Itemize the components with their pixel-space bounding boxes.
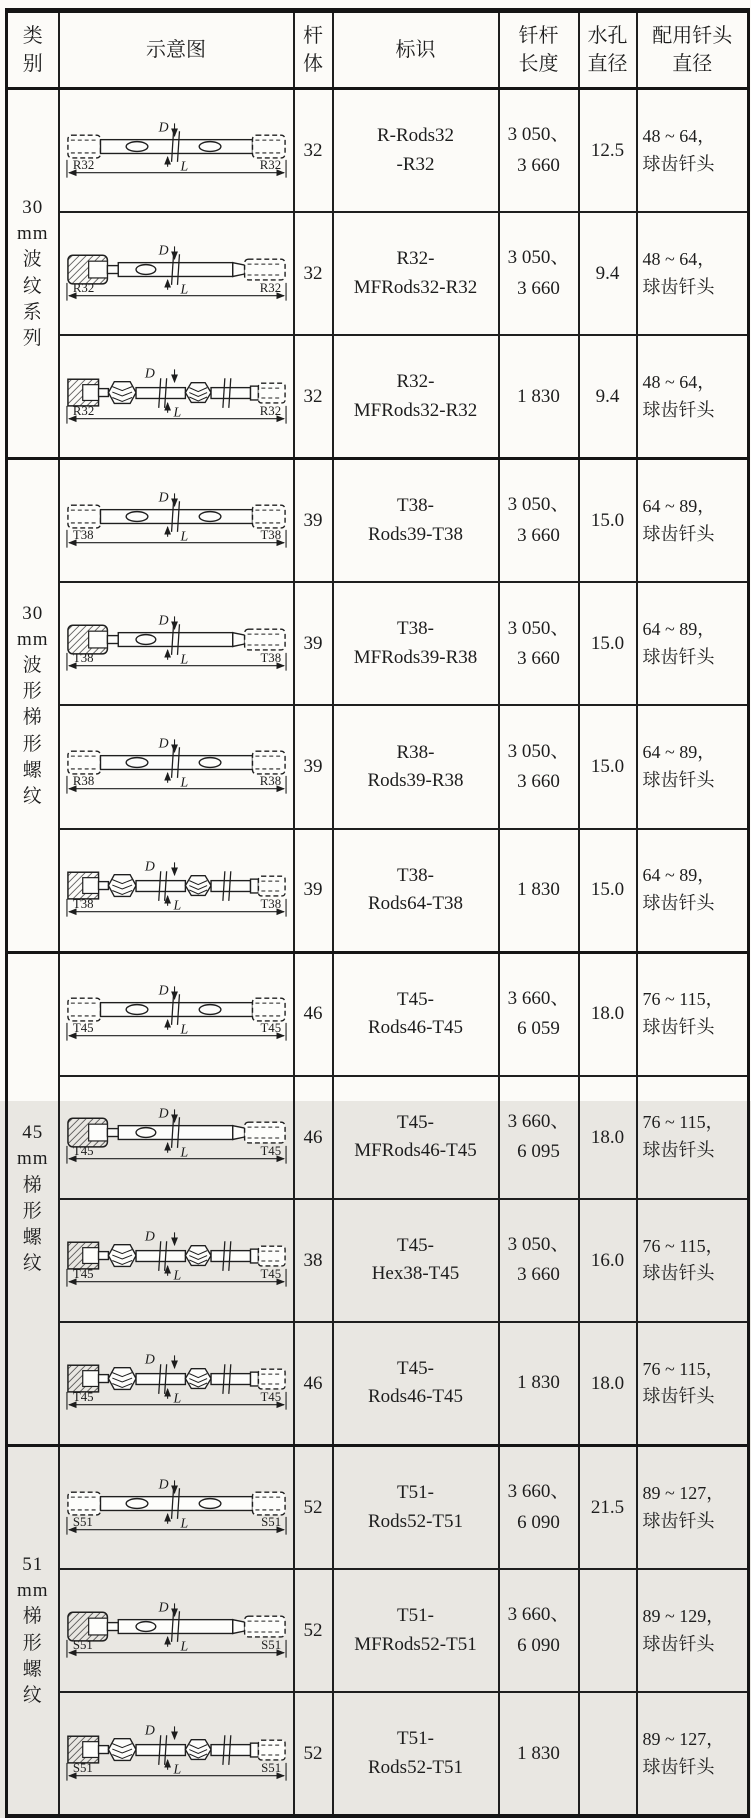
dim-d-label: D	[158, 612, 169, 628]
dim-d-label: D	[158, 1599, 169, 1614]
water-hole-cell: 18.0	[579, 1322, 637, 1446]
rod-body-cell: 39	[294, 705, 333, 828]
bit-diameter-cell: 76 ~ 115， 球齿钎头	[637, 1322, 749, 1446]
bit-diameter-cell: 48 ~ 64， 球齿钎头	[637, 89, 749, 213]
rod-body-cell: 52	[294, 1692, 333, 1816]
rod-body-cell: 32	[294, 335, 333, 459]
diagram-cell	[59, 705, 294, 828]
rod-end-label-left: S51	[72, 1514, 93, 1529]
rod-end-label-right: T45	[259, 1390, 281, 1405]
dim-l-label: L	[179, 1515, 188, 1531]
rod-body-cell: 39	[294, 829, 333, 953]
rod-body-cell: 32	[294, 212, 333, 335]
marking-cell: T45- MFRods46-T45	[333, 1076, 499, 1199]
water-hole-cell: 15.0	[579, 829, 637, 953]
diagram-cell	[59, 1446, 294, 1570]
marking-cell: T38- Rods64-T38	[333, 829, 499, 953]
water-hole-cell: 9.4	[579, 212, 637, 335]
rod-end-label-left: T45	[72, 1020, 94, 1035]
marking-cell: T45- Rods46-T45	[333, 952, 499, 1076]
diagram-cell	[59, 1692, 294, 1816]
dim-l-label: L	[179, 651, 188, 667]
water-hole-cell: 15.0	[579, 582, 637, 705]
marking-cell: T51- MFRods52-T51	[333, 1569, 499, 1692]
rod-end-label-left: T38	[72, 896, 94, 911]
marking-cell: R32- MFRods32-R32	[333, 335, 499, 459]
dim-d-label: D	[144, 859, 155, 874]
diagram-cell	[59, 1076, 294, 1199]
rod-diagram	[63, 366, 290, 428]
table-row	[7, 1446, 749, 1570]
rod-end-label-left: R32	[72, 403, 94, 418]
diagram-cell	[59, 459, 294, 583]
bit-diameter-cell: 64 ~ 89， 球齿钎头	[637, 829, 749, 953]
length-cell: 3 660、 6 090	[499, 1569, 579, 1692]
dim-d-label: D	[158, 119, 169, 134]
table-row	[7, 952, 749, 1076]
dim-d-label: D	[158, 1106, 169, 1121]
header-diagram: 示意图	[59, 11, 294, 89]
rod-end-label-right: S51	[260, 1514, 281, 1529]
bit-diameter-cell: 89 ~ 127， 球齿钎头	[637, 1692, 749, 1816]
header-row	[7, 11, 749, 89]
rod-end-label-left: R32	[72, 157, 94, 172]
bit-diameter-cell: 48 ~ 64， 球齿钎头	[637, 335, 749, 459]
rod-body-cell: 39	[294, 459, 333, 583]
marking-cell: T38- MFRods39-R38	[333, 582, 499, 705]
bit-diameter-cell: 76 ~ 115， 球齿钎头	[637, 1076, 749, 1199]
dim-l-label: L	[179, 1638, 188, 1654]
marking-cell: T45- Hex38-T45	[333, 1199, 499, 1322]
water-hole-cell: 15.0	[579, 705, 637, 828]
rod-end-label-right: T45	[259, 1144, 281, 1159]
bit-diameter-cell: 48 ~ 64， 球齿钎头	[637, 212, 749, 335]
dim-l-label: L	[179, 1021, 188, 1037]
dim-l-label: L	[179, 1145, 188, 1161]
water-hole-cell: 12.5	[579, 89, 637, 213]
marking-cell: T45- Rods46-T45	[333, 1322, 499, 1446]
length-cell: 1 830	[499, 1322, 579, 1446]
diagram-cell	[59, 1322, 294, 1446]
rod-diagram	[63, 983, 290, 1045]
water-hole-cell: 16.0	[579, 1199, 637, 1322]
rod-end-label-right: S51	[260, 1637, 281, 1652]
header-water-hole: 水孔 直径	[579, 11, 637, 89]
marking-cell: T51- Rods52-T51	[333, 1446, 499, 1570]
dim-l-label: L	[179, 158, 188, 174]
rod-end-label-left: T38	[72, 527, 94, 542]
length-cell: 1 830	[499, 335, 579, 459]
rod-diagram	[63, 736, 290, 798]
rod-end-label-left: S51	[72, 1760, 93, 1775]
rod-diagram	[63, 1106, 290, 1168]
diagram-cell	[59, 1199, 294, 1322]
length-cell: 3 660、 6 090	[499, 1446, 579, 1570]
dim-d-label: D	[158, 242, 169, 257]
table-row	[7, 89, 749, 213]
rod-end-label-right: R38	[259, 773, 281, 788]
rod-end-label-right: S51	[260, 1760, 281, 1775]
rod-body-cell: 39	[294, 582, 333, 705]
header-length: 钎杆 长度	[499, 11, 579, 89]
rod-end-label-left: T38	[72, 650, 94, 665]
rod-end-label-right: R32	[259, 403, 281, 418]
bit-diameter-cell: 89 ~ 127， 球齿钎头	[637, 1446, 749, 1570]
rod-diagram	[63, 1352, 290, 1414]
rod-diagram	[63, 490, 290, 552]
dim-l-label: L	[173, 404, 181, 420]
rod-end-label-right: T38	[259, 896, 281, 911]
table-row	[7, 1322, 749, 1446]
category-cell: 51 mm 梯 形 螺 纹	[7, 1446, 59, 1817]
diagram-cell	[59, 89, 294, 213]
rod-end-label-left: T45	[72, 1267, 94, 1282]
bit-diameter-cell: 76 ~ 115， 球齿钎头	[637, 1199, 749, 1322]
length-cell: 3 050、 3 660	[499, 212, 579, 335]
diagram-cell	[59, 829, 294, 953]
category-cell: 30 mm 波 形 梯 形 螺 纹	[7, 459, 59, 952]
rod-diagram	[63, 1723, 290, 1785]
length-cell: 1 830	[499, 829, 579, 953]
rod-diagram	[63, 1229, 290, 1291]
diagram-cell	[59, 582, 294, 705]
dim-d-label: D	[158, 736, 169, 751]
dim-l-label: L	[173, 1268, 181, 1284]
marking-cell: R-Rods32 -R32	[333, 89, 499, 213]
rod-diagram	[63, 859, 290, 921]
table-row	[7, 1199, 749, 1322]
dim-l-label: L	[179, 281, 188, 297]
dim-d-label: D	[144, 1352, 155, 1367]
rod-end-label-right: R32	[259, 157, 281, 172]
bit-diameter-cell: 89 ~ 129， 球齿钎头	[637, 1569, 749, 1692]
table-row	[7, 1569, 749, 1692]
diagram-cell	[59, 335, 294, 459]
dim-d-label: D	[144, 365, 155, 380]
header-rod-body: 杆 体	[294, 11, 333, 89]
category-cell: 30 mm 波 纹 系 列	[7, 89, 59, 459]
dim-d-label: D	[158, 1476, 169, 1491]
table-row	[7, 705, 749, 828]
rod-end-label-right: T38	[259, 527, 281, 542]
length-cell: 3 050、 3 660	[499, 459, 579, 583]
dim-l-label: L	[173, 1391, 181, 1407]
table-row	[7, 1076, 749, 1199]
marking-cell: R32- MFRods32-R32	[333, 212, 499, 335]
water-hole-cell: 9.4	[579, 335, 637, 459]
rod-body-cell: 38	[294, 1199, 333, 1322]
marking-cell: T38- Rods39-T38	[333, 459, 499, 583]
water-hole-cell: 18.0	[579, 952, 637, 1076]
bit-diameter-cell: 76 ~ 115， 球齿钎头	[637, 952, 749, 1076]
rod-diagram	[63, 243, 290, 305]
rod-end-label-left: T45	[72, 1390, 94, 1405]
dim-l-label: L	[179, 528, 188, 544]
rod-end-label-right: T38	[259, 650, 281, 665]
water-hole-cell: 15.0	[579, 459, 637, 583]
dim-d-label: D	[144, 1722, 155, 1738]
rod-body-cell: 52	[294, 1569, 333, 1692]
water-hole-cell: 18.0	[579, 1076, 637, 1199]
header-bit-diameter: 配用钎头 直径	[637, 11, 749, 89]
rod-end-label-left: R32	[72, 280, 94, 295]
rod-diagram	[63, 1600, 290, 1662]
rod-end-label-left: R38	[72, 773, 94, 788]
drill-rod-spec-table	[5, 8, 750, 1818]
table-row	[7, 212, 749, 335]
dim-d-label: D	[158, 489, 169, 505]
length-cell: 3 660、 6 095	[499, 1076, 579, 1199]
dim-l-label: L	[173, 1761, 181, 1777]
length-cell: 3 660、 6 059	[499, 952, 579, 1076]
rod-body-cell: 46	[294, 1076, 333, 1199]
table-row	[7, 829, 749, 953]
rod-body-cell: 32	[294, 89, 333, 213]
bit-diameter-cell: 64 ~ 89， 球齿钎头	[637, 582, 749, 705]
water-hole-cell	[579, 1569, 637, 1692]
marking-cell: R38- Rods39-R38	[333, 705, 499, 828]
length-cell: 3 050、 3 660	[499, 89, 579, 213]
dim-d-label: D	[144, 1229, 155, 1244]
marking-cell: T51- Rods52-T51	[333, 1692, 499, 1816]
table-row	[7, 335, 749, 459]
header-category: 类 别	[7, 11, 59, 89]
rod-diagram	[63, 613, 290, 675]
length-cell: 3 050、 3 660	[499, 705, 579, 828]
diagram-cell	[59, 1569, 294, 1692]
rod-diagram	[63, 1477, 290, 1539]
table-row	[7, 1692, 749, 1816]
rod-body-cell: 46	[294, 952, 333, 1076]
dim-d-label: D	[158, 983, 169, 998]
rod-end-label-right: R32	[259, 280, 281, 295]
rod-end-label-right: T45	[259, 1020, 281, 1035]
length-cell: 3 050、 3 660	[499, 582, 579, 705]
bit-diameter-cell: 64 ~ 89， 球齿钎头	[637, 459, 749, 583]
bit-diameter-cell: 64 ~ 89， 球齿钎头	[637, 705, 749, 828]
rod-end-label-left: S51	[72, 1637, 93, 1652]
water-hole-cell: 21.5	[579, 1446, 637, 1570]
rod-body-cell: 46	[294, 1322, 333, 1446]
rod-end-label-left: T45	[72, 1144, 94, 1159]
diagram-cell	[59, 952, 294, 1076]
dim-l-label: L	[173, 897, 181, 913]
category-cell: 45 mm 梯 形 螺 纹	[7, 952, 59, 1445]
length-cell: 3 050、 3 660	[499, 1199, 579, 1322]
table-row	[7, 582, 749, 705]
water-hole-cell	[579, 1692, 637, 1816]
dim-l-label: L	[179, 774, 188, 790]
header-marking: 标识	[333, 11, 499, 89]
table-row	[7, 459, 749, 583]
diagram-cell	[59, 212, 294, 335]
length-cell: 1 830	[499, 1692, 579, 1816]
rod-diagram	[63, 120, 290, 182]
rod-end-label-right: T45	[259, 1267, 281, 1282]
rod-body-cell: 52	[294, 1446, 333, 1570]
